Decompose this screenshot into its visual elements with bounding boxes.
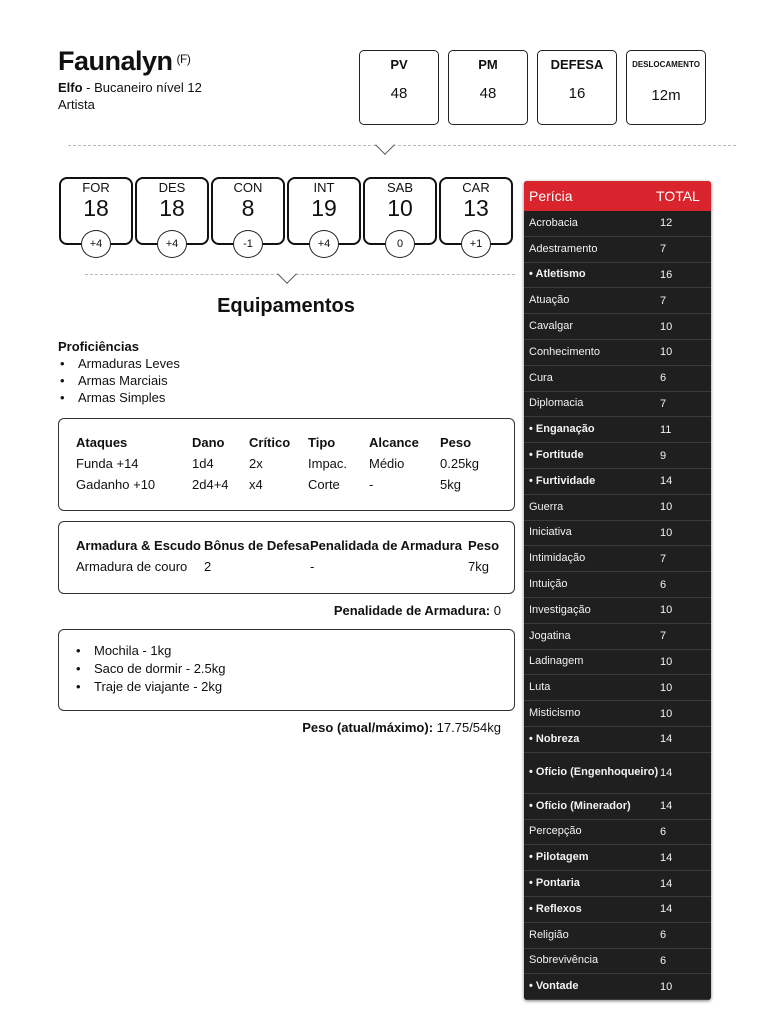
attribute-label: SAB [386, 180, 413, 195]
attribute-modifier: +4 [81, 230, 111, 258]
character-race: Elfo [58, 80, 83, 95]
skill-name: Cavalgar [529, 320, 574, 333]
skill-row [524, 845, 711, 871]
table-header: Bônus de Defesa [204, 538, 310, 553]
table-header: Crítico [249, 435, 291, 450]
attribute-modifier: 0 [385, 230, 415, 258]
skill-total: 12 [660, 217, 673, 230]
list-item: • Armaduras Leves [58, 356, 180, 373]
table-header: Dano [192, 435, 225, 450]
attribute-label: CON [233, 180, 263, 195]
skill-total: 14 [660, 800, 673, 813]
stat-value: 48 [390, 85, 408, 102]
skill-total: 10 [660, 604, 673, 617]
skill-row [524, 753, 711, 794]
table-cell: Funda +14 [76, 456, 139, 471]
skill-total: 14 [660, 851, 673, 864]
skill-name: • Enganação [529, 423, 595, 436]
stat-label: DESLOCAMENTO [632, 60, 700, 69]
skill-name: Atuação [529, 294, 570, 307]
attribute-value: 13 [463, 195, 489, 221]
skill-name: Adestramento [529, 242, 598, 255]
table-cell: 2x [249, 456, 263, 471]
skill-name: Sobrevivência [529, 954, 599, 967]
attributes-divider [85, 274, 515, 275]
table-cell: x4 [249, 477, 263, 492]
table-header: Peso [468, 538, 500, 553]
skill-row [524, 624, 711, 650]
attribute-value: 8 [241, 195, 255, 221]
attribute-value: 18 [83, 195, 109, 221]
skill-row [524, 871, 711, 897]
skill-row [524, 366, 711, 392]
armor-panel [58, 521, 515, 594]
attribute-value: 18 [159, 195, 185, 221]
skill-total: 7 [660, 630, 667, 643]
table-cell: - [369, 477, 374, 492]
stat-deslocamento [626, 50, 706, 125]
inventory-list [74, 643, 226, 697]
weight-total [200, 720, 501, 735]
table-cell: Corte [308, 477, 340, 492]
skill-total: 10 [660, 655, 673, 668]
skill-name: • Atletismo [529, 268, 586, 281]
divider-arrow-icon [277, 264, 297, 284]
table-header: Armadura & Escudo [76, 538, 201, 553]
table-cell: Médio [369, 456, 405, 471]
skill-total: 10 [660, 501, 673, 514]
skills-header-total: TOTAL [656, 188, 700, 204]
skill-row [524, 923, 711, 949]
stat-pv [359, 50, 439, 125]
proficiencies-list [58, 356, 180, 407]
stat-value: 16 [568, 85, 586, 102]
skill-name: Diplomacia [529, 397, 584, 410]
table-header: Tipo [308, 435, 336, 450]
header-divider [68, 145, 736, 146]
skills-header [524, 181, 711, 211]
list-item: • Traje de viajante - 2kg [74, 679, 226, 697]
armor-penalty [200, 603, 501, 618]
proficiencies-title: Proficiências [58, 339, 139, 354]
attribute-value: 19 [311, 195, 337, 221]
skill-row [524, 443, 711, 469]
skill-row [524, 521, 711, 547]
skill-name: • Nobreza [529, 732, 580, 745]
skill-name: Percepção [529, 825, 582, 838]
skill-row [524, 495, 711, 521]
stat-value: 12m [651, 87, 681, 104]
table-header: Peso [440, 435, 472, 450]
stat-label: PV [390, 57, 408, 72]
table-cell: 0.25kg [440, 456, 480, 471]
skill-name: Acrobacia [529, 216, 578, 229]
stat-pm [448, 50, 528, 125]
skill-name: Conhecimento [529, 345, 600, 358]
skill-row [524, 598, 711, 624]
skill-total: 6 [660, 372, 667, 385]
skill-name: Intuição [529, 578, 568, 591]
skill-row [524, 572, 711, 598]
skill-row [524, 949, 711, 975]
skills-header-skill: Perícia [529, 188, 573, 204]
skill-row [524, 897, 711, 923]
skill-name: • Fortitude [529, 449, 584, 462]
skill-total: 11 [660, 423, 672, 436]
skill-name: • Furtividade [529, 474, 596, 487]
skill-name: Ladinagem [529, 655, 584, 668]
list-item: • Saco de dormir - 2.5kg [74, 661, 226, 679]
skill-row [524, 469, 711, 495]
skill-total: 9 [660, 449, 667, 462]
list-item: • Armas Simples [58, 390, 180, 407]
skill-row [524, 820, 711, 846]
character-class-level: Bucaneiro nível 12 [94, 80, 202, 95]
skill-row [524, 727, 711, 753]
divider-arrow-icon [375, 135, 395, 155]
character-name-text: Faunalyn [58, 46, 173, 76]
table-cell: Impac. [308, 456, 348, 471]
skill-row [524, 650, 711, 676]
weight-label: Peso (atual/máximo): [302, 720, 434, 735]
attribute-label: DES [158, 180, 186, 195]
skill-total: 10 [660, 681, 673, 694]
skill-total: 7 [660, 552, 667, 565]
equipment-title: Equipamentos [217, 295, 355, 317]
weight-value: 17.75/54kg [436, 720, 501, 735]
attribute-modifier: -1 [233, 230, 263, 258]
skill-total: 10 [660, 707, 673, 720]
skills-list [524, 211, 711, 1000]
table-cell: 5kg [440, 477, 461, 492]
skill-row [524, 288, 711, 314]
skill-total: 10 [660, 346, 673, 359]
race-class-line: Elfo - Bucaneiro nível 12 [58, 80, 202, 95]
character-origin: Artista [58, 97, 95, 112]
table-cell: Armadura de couro [76, 559, 188, 574]
stat-label: PM [478, 57, 498, 72]
skill-row [524, 263, 711, 289]
attribute-modifier: +1 [461, 230, 491, 258]
table-header: Ataques [76, 435, 128, 450]
skill-row [524, 340, 711, 366]
armor-penalty-label: Penalidade de Armadura: [333, 603, 491, 618]
skill-total: 6 [660, 954, 667, 967]
list-item: • Mochila - 1kg [74, 643, 226, 661]
skill-total: 10 [660, 320, 673, 333]
skill-name: Luta [529, 681, 551, 694]
skill-row [524, 237, 711, 263]
skill-name: • Pontaria [529, 877, 580, 890]
skill-row [524, 794, 711, 820]
armor-penalty-value: 0 [493, 603, 501, 618]
skill-name: Intimidação [529, 552, 586, 565]
skill-row [524, 675, 711, 701]
stat-value: 48 [479, 85, 497, 102]
skill-name: • Ofício (Engenhoqueiro) [529, 766, 659, 779]
character-gender: (F) [176, 52, 191, 66]
skill-total: 14 [660, 903, 673, 916]
skill-total: 10 [660, 980, 673, 993]
table-header: Alcance [369, 435, 419, 450]
skill-row [524, 392, 711, 418]
skill-row [524, 211, 711, 237]
skill-name: • Ofício (Minerador) [529, 799, 631, 812]
table-cell: - [310, 559, 315, 574]
skill-row [524, 974, 711, 1000]
skill-total: 10 [660, 526, 673, 539]
skill-name: Guerra [529, 500, 564, 513]
skill-total: 14 [660, 877, 673, 890]
skill-name: • Vontade [529, 980, 579, 993]
table-header: Penalidada de Armadura [310, 538, 462, 553]
list-item: • Armas Marciais [58, 373, 180, 390]
skill-row [524, 546, 711, 572]
attribute-label: CAR [462, 180, 490, 195]
skill-row [524, 417, 711, 443]
skill-total: 14 [660, 766, 673, 779]
attribute-modifier: +4 [309, 230, 339, 258]
skill-name: Misticismo [529, 707, 581, 720]
skill-total: 7 [660, 294, 667, 307]
skill-name: Iniciativa [529, 526, 572, 539]
attribute-label: INT [313, 180, 335, 195]
character-name [58, 46, 190, 77]
skill-total: 6 [660, 825, 667, 838]
skill-row [524, 701, 711, 727]
stat-label: DEFESA [550, 57, 604, 72]
table-cell: 1d4 [192, 456, 214, 471]
skill-total: 7 [660, 243, 667, 256]
skill-total: 6 [660, 578, 667, 591]
attribute-value: 10 [387, 195, 413, 221]
stat-defesa [537, 50, 617, 125]
skills-panel [524, 181, 711, 1000]
skill-name: Cura [529, 371, 553, 384]
skill-total: 7 [660, 397, 667, 410]
skill-row [524, 314, 711, 340]
skill-total: 14 [660, 733, 673, 746]
skill-total: 6 [660, 929, 667, 942]
skill-name: Jogatina [529, 629, 571, 642]
skill-total: 16 [660, 268, 673, 281]
skill-name: Investigação [529, 603, 591, 616]
table-cell: Gadanho +10 [76, 477, 156, 492]
attribute-modifier: +4 [157, 230, 187, 258]
skill-total: 14 [660, 475, 673, 488]
attribute-label: FOR [82, 180, 110, 195]
skill-name: Religião [529, 928, 569, 941]
skill-name: • Reflexos [529, 902, 582, 915]
table-cell: 7kg [468, 559, 489, 574]
table-cell: 2 [204, 559, 212, 574]
table-cell: 2d4+4 [192, 477, 229, 492]
skill-name: • Pilotagem [529, 851, 589, 864]
